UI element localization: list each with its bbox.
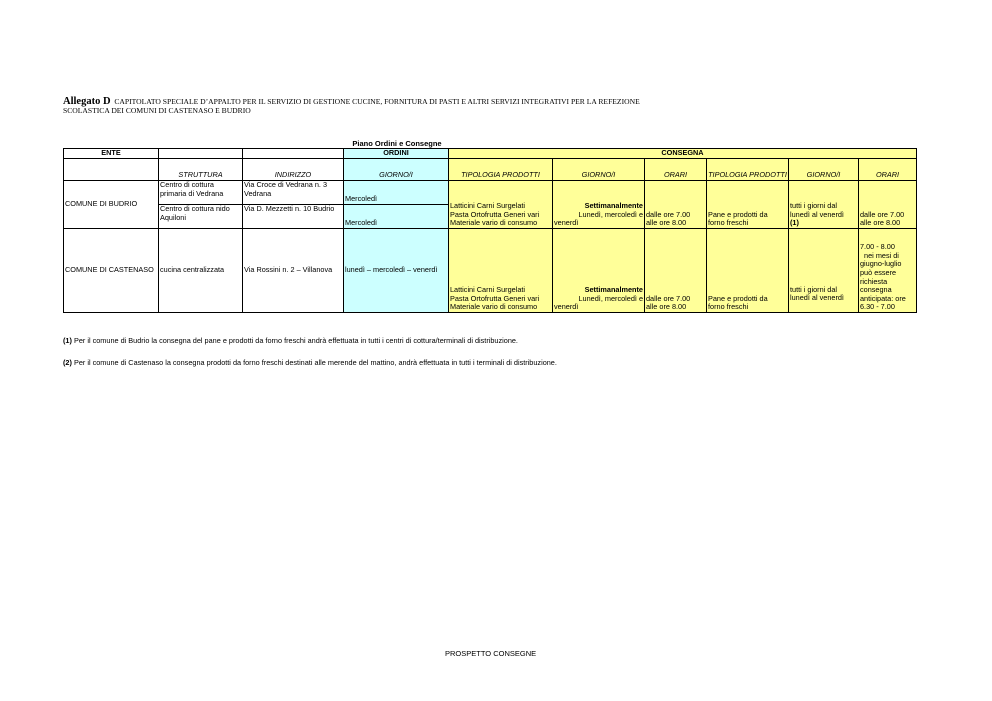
tipologia-line: Materiale vario di consumo (450, 302, 538, 312)
frequency-label: Settimanalmente (584, 285, 643, 295)
giorno-line: tutti i giorni dal (790, 284, 838, 294)
giorno-line: lunedì al venerdì (790, 293, 844, 303)
giorno-ordini-cell: Mercoledì (344, 181, 449, 205)
col-orari-2: ORARI (859, 159, 917, 181)
note-1-label: (1) (63, 336, 72, 345)
orari-line: alle ore 8.00 (860, 218, 901, 228)
giorno-ordini-cell: Mercoledì (344, 205, 449, 229)
struttura-cell: Centro di cottura primaria di Vedrana (159, 181, 243, 205)
col-tipologia-prodotti-2: TIPOLOGIA PRODOTTI (707, 159, 789, 181)
struttura-cell: Centro di cottura nido Aquiloni (159, 205, 243, 229)
group-header-row (64, 149, 917, 159)
giorno-line: tutti i giorni dal (790, 201, 838, 211)
tipologia-line: forno freschi (708, 218, 749, 228)
giorno-consegna-2-cell (789, 229, 859, 313)
orari-cell (645, 181, 707, 229)
tipologia-2-cell (707, 181, 789, 229)
orari-line: anticipata: ore (860, 293, 906, 303)
orari-2-cell (859, 229, 917, 313)
plan-title: Piano Ordini e Consegne (352, 139, 442, 148)
indirizzo-cell: Via Croce di Vedrana n. 3 Vedrana (243, 181, 344, 205)
tipologia-cell (449, 229, 553, 313)
orari-line: dalle ore 7.00 (646, 293, 691, 303)
giorno-line: lunedì al venerdì (790, 209, 844, 219)
orari-line: consegna (860, 285, 892, 295)
col-giorno-ordini: GIORNO/I (344, 159, 449, 181)
giorno-line: venerdì (554, 302, 579, 312)
table-row-budrio-1 (64, 181, 917, 205)
note-2-text: Per il comune di Castenaso la consegna prodotti da forno freschi destinati alle merende del mattino, andrà effettuata in tutti i terminali di distribuzione. (71, 358, 557, 367)
orari-line: richiesta (860, 276, 888, 286)
tipologia-line: Materiale vario di consumo (450, 218, 538, 228)
orari-line: dalle ore 7.00 (860, 209, 905, 219)
orari-line: alle ore 8.00 (646, 302, 687, 312)
column-header-row (64, 159, 917, 181)
orari-line: può essere (860, 268, 897, 278)
orari-2-cell (859, 181, 917, 229)
empty-cell (159, 149, 243, 159)
orari-line: alle ore 8.00 (646, 218, 687, 228)
tipologia-line: Pane e prodotti da (708, 293, 768, 303)
orari-line: 6.30 - 7.00 (860, 302, 895, 312)
col-indirizzo: INDIRIZZO (243, 159, 344, 181)
giorno-line: venerdì (554, 218, 579, 228)
header-title-line-2: SCOLASTICA DEI COMUNI DI CASTENASO E BUDRIO (63, 106, 251, 115)
orari-line: dalle ore 7.00 (646, 209, 691, 219)
allegato-label: Allegato D (63, 96, 111, 107)
orari-line: 7.00 - 8.00 (860, 242, 895, 252)
giorno-consegna-2-cell (789, 181, 859, 229)
orari-line: giugno-luglio (860, 259, 902, 269)
col-struttura: STRUTTURA (159, 159, 243, 181)
page-footer: PROSPETTO CONSEGNE (445, 649, 537, 658)
header-line-1 (63, 97, 763, 106)
empty-cell (64, 159, 159, 181)
indirizzo-cell: Via Rossini n. 2 – Villanova (243, 229, 344, 313)
giorno-ordini-cell: lunedì – mercoledì – venerdì (344, 229, 449, 313)
struttura-cell: cucina centralizzata (159, 229, 243, 313)
frequency-label: Settimanalmente (584, 201, 643, 211)
table-row-castenaso (64, 229, 917, 313)
note-1 (63, 336, 518, 345)
col-tipologia-prodotti: TIPOLOGIA PRODOTTI (449, 159, 553, 181)
note-1-text: Per il comune di Budrio la consegna del pane e prodotti da forno freschi andrà effettuata in tutti i centri di cottura/terminali di distribuzione. (71, 336, 518, 345)
giorno-consegna-cell (553, 181, 645, 229)
empty-cell (243, 149, 344, 159)
giorno-line: Lunedì, mercoledì e (578, 293, 643, 303)
tipologia-line: forno freschi (708, 302, 749, 312)
tipologia-line: Latticini Carni Surgelati (450, 285, 526, 295)
header-title-line-1: CAPITOLATO SPECIALE D’APPALTO PER IL SERVIZIO DI GESTIONE CUCINE, FORNITURA DI PASTI E ALTRI SERVIZI INTEGRATIVI PER LA REFEZIONE (114, 97, 640, 106)
tipologia-line: Pasta Ortofrutta Generi vari (450, 293, 540, 303)
col-giorno-consegna-2: GIORNO/I (789, 159, 859, 181)
tipologia-cell (449, 181, 553, 229)
orari-cell (645, 229, 707, 313)
tipologia-line: Pasta Ortofrutta Generi vari (450, 209, 540, 219)
group-consegna: CONSEGNA (449, 149, 917, 159)
document-header (63, 97, 763, 115)
indirizzo-cell: Via D. Mezzetti n. 10 Budrio (243, 205, 344, 229)
col-orari: ORARI (645, 159, 707, 181)
giorno-line: Lunedì, mercoledì e (578, 209, 643, 219)
giorno-consegna-cell (553, 229, 645, 313)
tipologia-line: Pane e prodotti da (708, 209, 768, 219)
tipologia-line: Latticini Carni Surgelati (450, 201, 526, 211)
note-2-label: (2) (63, 358, 72, 367)
group-ordini: ORDINI (344, 149, 449, 159)
note-ref: (1) (790, 218, 799, 228)
ente-castenaso: COMUNE DI CASTENASO (64, 229, 159, 313)
col-giorno-consegna: GIORNO/I (553, 159, 645, 181)
orari-line: nei mesi di (860, 250, 899, 260)
note-2 (63, 358, 557, 367)
ente-budrio: COMUNE DI BUDRIO (64, 181, 159, 229)
tipologia-2-cell (707, 229, 789, 313)
orders-table (63, 148, 917, 313)
group-ente: ENTE (64, 149, 159, 159)
